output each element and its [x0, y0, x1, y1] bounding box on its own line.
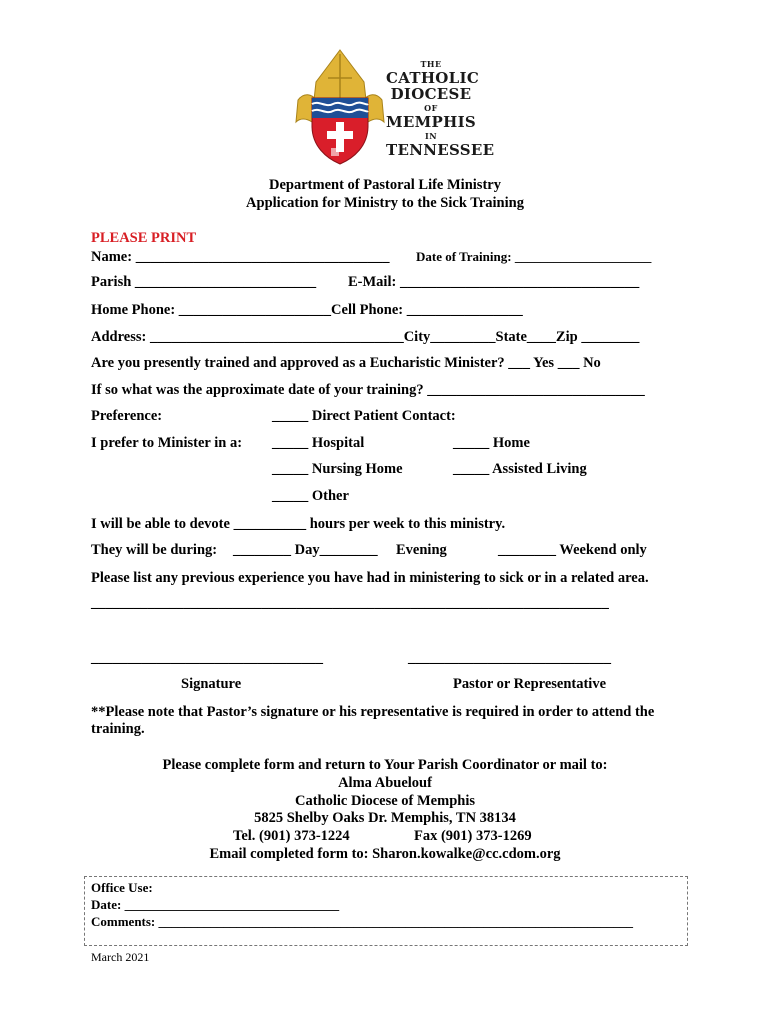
logo-line-memphis: MEMPHIS — [386, 113, 477, 131]
experience-question: Please list any previous experience you have had in ministering to sick or in a related area. — [91, 570, 649, 586]
email-instructions[interactable]: Email completed form to: Sharon.kowalke@cc.cdom.org — [209, 846, 561, 862]
hours-per-week-field[interactable]: I will be able to devote __________ hours per week to this ministry. — [91, 516, 506, 532]
office-use-title: Office Use: — [91, 880, 153, 895]
address-field[interactable]: Address: ___________________________________City_________State____Zip ________ — [91, 329, 640, 345]
page-subtitle: Application for Ministry to the Sick Training — [246, 195, 524, 211]
parish-field[interactable]: Parish _________________________ — [91, 274, 317, 290]
logo-line-diocese: DIOCESE — [390, 85, 472, 103]
please-print-label: PLEASE PRINT — [91, 230, 197, 246]
preference-label: Preference: — [91, 408, 163, 424]
logo-line-in: IN — [424, 131, 438, 141]
during-label: They will be during: — [91, 542, 218, 558]
logo-line-catholic: CATHOLIC — [386, 69, 480, 87]
mailing-address: 5825 Shelby Oaks Dr. Memphis, TN 38134 — [254, 810, 516, 826]
phone-fields[interactable]: Home Phone: _____________________Cell Phone: ________________ — [91, 302, 523, 318]
office-comments-field[interactable]: Comments: _________________________________________________________________________ — [91, 914, 634, 929]
hospital-option[interactable]: _____ Hospital — [272, 435, 365, 451]
day-option[interactable]: ________ Day________ — [233, 542, 378, 558]
evening-option[interactable]: Evening — [396, 542, 447, 558]
telephone-number: Tel. (901) 373-1224 — [233, 828, 350, 844]
diocese-logo-text — [386, 58, 495, 159]
other-option[interactable]: _____ Other — [272, 488, 349, 504]
return-instructions: Please complete form and return to Your Parish Coordinator or mail to: — [162, 757, 608, 773]
experience-answer-line[interactable]: _________________________________________________________________________ — [91, 595, 609, 611]
fax-number: Fax (901) 373-1269 — [414, 828, 532, 844]
date-of-training-field[interactable]: Date of Training: _____________________ — [416, 249, 652, 264]
office-date-field[interactable]: Date: _________________________________ — [91, 897, 340, 912]
nursing-home-option[interactable]: _____ Nursing Home — [272, 461, 403, 477]
assisted-living-option[interactable]: _____ Assisted Living — [453, 461, 587, 477]
training-date-question[interactable]: If so what was the approximate date of your training? ______________________________ — [91, 382, 645, 398]
revision-date: March 2021 — [91, 950, 150, 964]
pastor-label: Pastor or Representative — [453, 676, 607, 692]
pastor-note-line1: **Please note that Pastor’s signature or his representative is required in order to attend the — [91, 704, 655, 720]
logo-line-tennessee: TENNESSEE — [386, 141, 495, 159]
page-title: Department of Pastoral Life Ministry — [269, 177, 501, 193]
prefer-minister-label: I prefer to Minister in a: — [91, 435, 243, 451]
pastor-signature-line[interactable]: ____________________________ — [408, 650, 611, 666]
organization-name: Catholic Diocese of Memphis — [294, 793, 475, 809]
diocese-crest-icon — [294, 48, 386, 166]
weekend-option[interactable]: ________ Weekend only — [498, 542, 647, 558]
email-field[interactable]: E-Mail: _________________________________ — [348, 274, 640, 290]
signature-line[interactable]: ________________________________ — [91, 650, 323, 666]
logo-line-of: OF — [424, 103, 438, 113]
direct-patient-contact-option[interactable]: _____ Direct Patient Contact: — [272, 408, 456, 424]
pastor-note-line2: training. — [91, 721, 145, 737]
name-field[interactable]: Name: ___________________________________ — [91, 249, 390, 265]
contact-name: Alma Abuelouf — [338, 775, 432, 791]
signature-label: Signature — [181, 676, 242, 692]
logo-line-the: THE — [420, 59, 442, 69]
eucharistic-minister-question[interactable]: Are you presently trained and approved as a Eucharistic Minister? ___ Yes ___ No — [91, 355, 601, 371]
home-option[interactable]: _____ Home — [453, 435, 530, 451]
